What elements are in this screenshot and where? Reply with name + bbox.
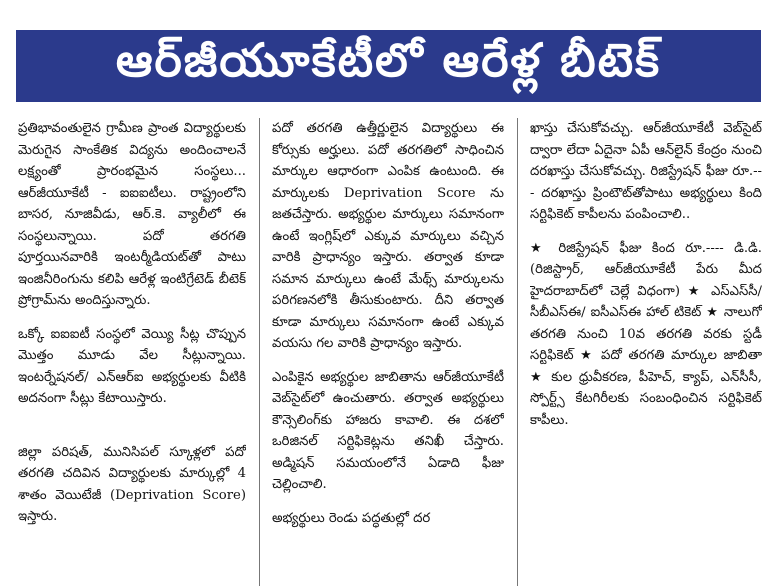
col2-paragraph-3: అభ్యర్థులు రెండు పద్ధతుల్లో దర <box>272 510 431 526</box>
article-column-2 <box>272 118 504 588</box>
col3-paragraph-1: ఖాస్తు చేసుకోవచ్చు. ఆర్‌జీయూకేటీ వెబ్‌సైట్ ద్వారా లేదా ఏదైనా ఏపీ ఆన్‌లైన్ కేంద్రం నుంచి దరఖాస్తు చేసుకోవచ్చు. రిజిస్ట్రేషన్ ఫీజు రూ.--- దరఖాస్తు ప్రింటౌట్‌తోపాటు అభ్యర్థులు కింది సర్టిఫికెట్ కాపీలను పంపించాలి.. <box>530 121 762 222</box>
headline: ఆర్‌జీయూకేటీలో ఆరేళ్ల బీటెక్ <box>115 33 662 87</box>
col3-paragraph-2: ★ రిజిస్ట్రేషన్ ఫీజు కింద రూ.---- డి.డి. (రిజిస్ట్రార్, ఆర్‌జీయూకేటీ పేరు మీద హైదరాబాద్‌లో చెల్లే విధంగా) ★ ఎస్ఎస్‌సీ/ సీబీఎస్ఈ/ ఐసీఎస్ఈ హాల్ టికెట్ ★ నాలుగో తరగతి నుంచి 10వ తరగతి వరకు స్టడీ సర్టిఫికెట్ ★ పదో తరగతి మార్కుల జాబితా ★ కుల ధ్రువీకరణ, పీహెచ్, క్యాప్, ఎన్‌సీసీ, స్పోర్ట్స్ కేటగిరీలకు సంబంధించిన సర్టిఫికెట్ కాపీలు. <box>530 240 762 428</box>
col1-paragraph-1: ప్రతిభావంతులైన గ్రామీణ ప్రాంత విద్యార్థులకు మెరుగైన సాంకేతిక విద్యను అందించాలనే లక్ష్యంతో ప్రారంభమైన సంస్థలు... ఆర్‌జీయూకేటీ - ఐఐఐటీలు. రాష్ట్రంలోని బాసర, నూజివీడు, ఆర్.కె. వ్యాలీలో ఈ సంస్థలున్నాయి. పదో తరగతి పూర్తయినవారికి ఇంటర్మీడియట్‌తో పాటు ఇంజినీరింగును కలిపి ఆరేళ్ల ఇంటిగ్రేటెడ్ బీటెక్ ప్రోగ్రామ్‌ను అందిస్తున్నారు. <box>18 121 246 308</box>
col1-paragraph-2: ఒక్కో ఐఐఐటీ సంస్థలో వెయ్యి సీట్ల చొప్పున మొత్తం మూడు వేల సీట్లున్నాయి. ఇంటర్నేషనల్/ ఎన్ఆర్ఐ అభ్యర్థులకు వీటికి అదనంగా సీట్లు కేటాయిస్తారు. <box>18 326 246 406</box>
headline-banner <box>16 30 761 102</box>
col2-paragraph-1: పదో తరగతి ఉత్తీర్ణులైన విద్యార్థులు ఈ కోర్సుకు అర్హులు. పదో తరగతిలో సాధించిన మార్కుల ఆధారంగా ఎంపిక ఉంటుంది. ఈ మార్కులకు Deprivation Score ను జతచేస్తారు. అభ్యర్థుల మార్కులు సమానంగా ఉంటే ఇంగ్లిష్‌లో ఎక్కువ మార్కులు వచ్చిన వారికి ప్రాధాన్యం ఇస్తారు. తర్వాత కూడా సమాన మార్కులు ఉంటే మేథ్స్ మార్కులను పరిగణనలోకి తీసుకుంటారు. దీని తర్వాత కూడా మార్కులు సమానంగా ఉంటే ఎక్కువ వయసు గల వారికి ప్రాధాన్యం ఇస్తారు. <box>272 121 504 351</box>
article-column-1 <box>18 118 246 588</box>
col2-paragraph-2: ఎంపికైన అభ్యర్థుల జాబితాను ఆర్‌జీయూకేటీ వెబ్‌సైట్‌లో ఉంచుతారు. తర్వాత అభ్యర్థులు కౌన్సెలింగ్‌కు హాజరు కావాలి. ఈ దశలో ఒరిజినల్ సర్టిఫికెట్లను తనిఖీ చేస్తారు. అడ్మిషన్ సమయంలోనే ఏడాది ఫీజు చెల్లించాలి. <box>272 369 504 492</box>
column-divider <box>259 118 260 586</box>
column-divider <box>517 118 518 586</box>
col1-paragraph-3: జిల్లా పరిషత్, మునిసిపల్ స్కూళ్లలో పదో తరగతి చదివిన విద్యార్థులకు మార్కుల్లో 4 శాతం వెయిటేజీ (Deprivation Score) ఇస్తారు. <box>18 444 246 524</box>
article-column-3 <box>530 118 762 588</box>
